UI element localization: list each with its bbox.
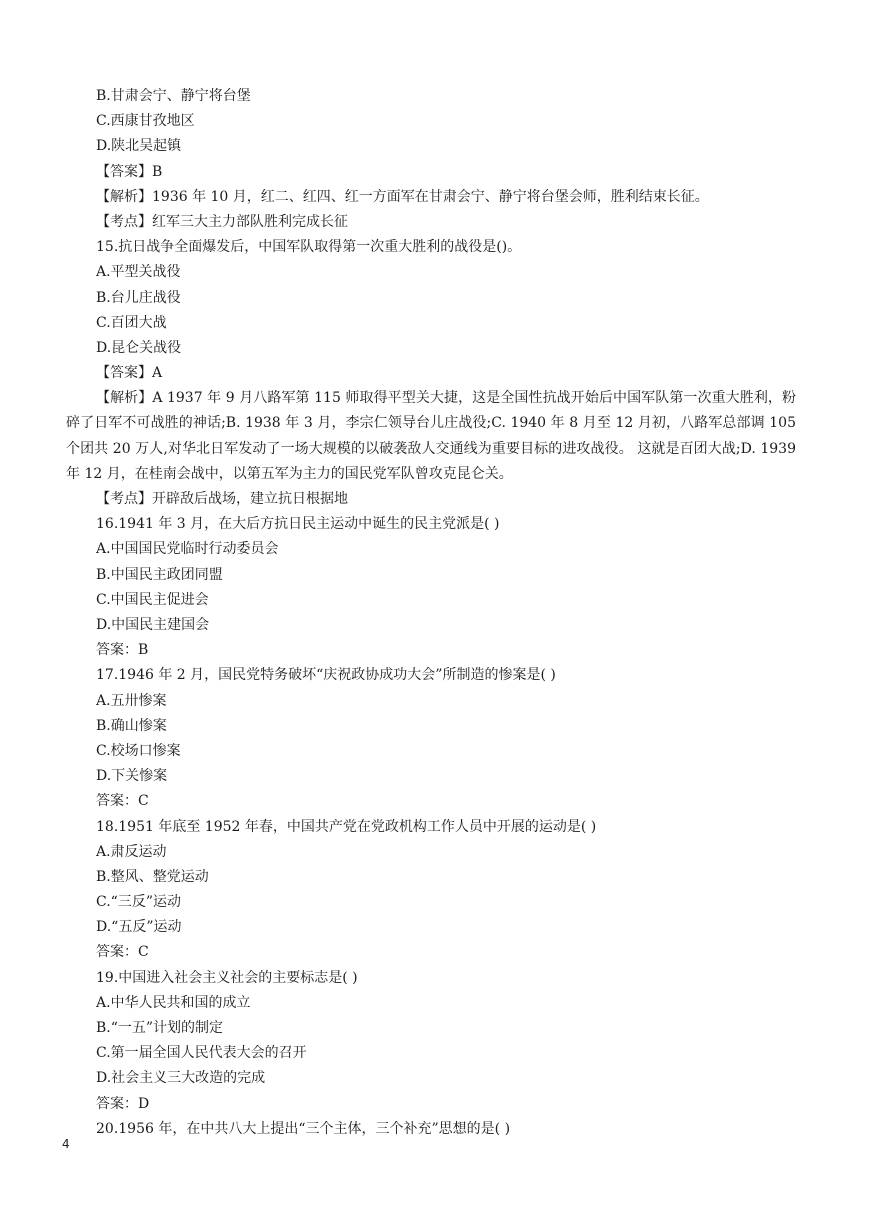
line-answer-16: 答案：B	[96, 642, 149, 659]
line-option-d-19: D.社会主义三大改造的完成	[96, 1070, 266, 1087]
line-answer-15: 【答案】A	[96, 365, 163, 382]
line-option-d-18: D.“五反”运动	[96, 919, 182, 936]
line-key-point-14: 【考点】红军三大主力部队胜利完成长征	[96, 213, 348, 230]
line-option-d-17: D.下关惨案	[96, 768, 168, 785]
line-answer-17: 答案：C	[96, 793, 149, 810]
line-option-b-18: B.整风、整党运动	[96, 868, 209, 885]
line-option-b-15: B.台儿庄战役	[96, 289, 181, 306]
line-key-point-15: 【考点】开辟敌后战场，建立抗日根据地	[96, 491, 348, 508]
page-number: 4	[62, 1137, 70, 1151]
line-answer-14: 【答案】B	[96, 163, 163, 180]
line-option-c-17: C.校场口惨案	[96, 742, 181, 759]
line-question-18: 18.1951 年底至 1952 年春，中国共产党在党政机构工作人员中开展的运动是( )	[96, 818, 597, 835]
line-option-a-17: A.五卅惨案	[96, 692, 167, 709]
line-option-c-15: C.百团大战	[96, 314, 167, 331]
line-option-a-19: A.中华人民共和国的成立	[96, 994, 251, 1011]
line-option-d-15: D.昆仑关战役	[96, 339, 182, 356]
analysis-paragraph-15: 【解析】A 1937 年 9 月八路军第 115 师取得平型关大捷，这是全国性抗战开始后中国军队第一次重大胜利，粉碎了日军不可战胜的神话;B. 1938 年 3 月，李宗仁领导台儿庄战役;C. 1940 年 8 月至 12 月初，八路军总部调 105 个团共 20 万人,对华北日军发动了一场大规模的以破袭敌人交通线为重要目标的进攻战役。 这就是百团大战;D. 1939 年 12 月，在桂南会战中，以第五军为主力的国民党军队曾攻克昆仑关。	[66, 390, 796, 482]
line-option-b-19: B.“一五”计划的制定	[96, 1020, 224, 1036]
line-question-19: 19.中国进入社会主义社会的主要标志是( )	[96, 969, 358, 986]
line-answer-19: 答案：D	[96, 1095, 150, 1112]
line-option-a-18: A.肃反运动	[96, 843, 167, 860]
line-option-b-17: B.确山惨案	[96, 717, 167, 734]
line-question-15: 15.抗日战争全面爆发后，中国军队取得第一次重大胜利的战役是()。	[96, 239, 522, 256]
line-answer-18: 答案：C	[96, 944, 149, 961]
line-question-20: 20.1956 年，在中共八大上提出“三个主体，三个补充”思想的是( )	[96, 1120, 511, 1137]
line-option-c-18: C.“三反”运动	[96, 894, 181, 911]
line-option-b-16: B.中国民主政团同盟	[96, 566, 223, 583]
line-option-a-16: A.中国国民党临时行动委员会	[96, 541, 279, 558]
line-option-d-14: D.陕北吴起镇	[96, 138, 182, 155]
line-option-c-16: C.中国民主促进会	[96, 591, 209, 608]
line-option-d-16: D.中国民主建国会	[96, 617, 210, 633]
line-option-c-19: C.第一届全国人民代表大会的召开	[96, 1045, 307, 1062]
line-option-b-14: B.甘肃会宁、静宁将台堡	[96, 88, 251, 104]
line-analysis-14: 【解析】1936 年 10 月，红二、红四、红一方面军在甘肃会宁、静宁将台堡会师，胜利结束长征。	[96, 188, 709, 205]
page-content	[66, 84, 796, 1142]
line-option-c-14: C.西康甘孜地区	[96, 113, 195, 130]
line-option-a-15: A.平型关战役	[96, 264, 181, 281]
line-question-16: 16.1941 年 3 月，在大后方抗日民主运动中诞生的民主党派是( )	[96, 516, 500, 533]
analysis-block-15	[66, 386, 796, 487]
line-question-17: 17.1946 年 2 月，国民党特务破坏“庆祝政协成功大会”所制造的惨案是( )	[96, 667, 556, 684]
